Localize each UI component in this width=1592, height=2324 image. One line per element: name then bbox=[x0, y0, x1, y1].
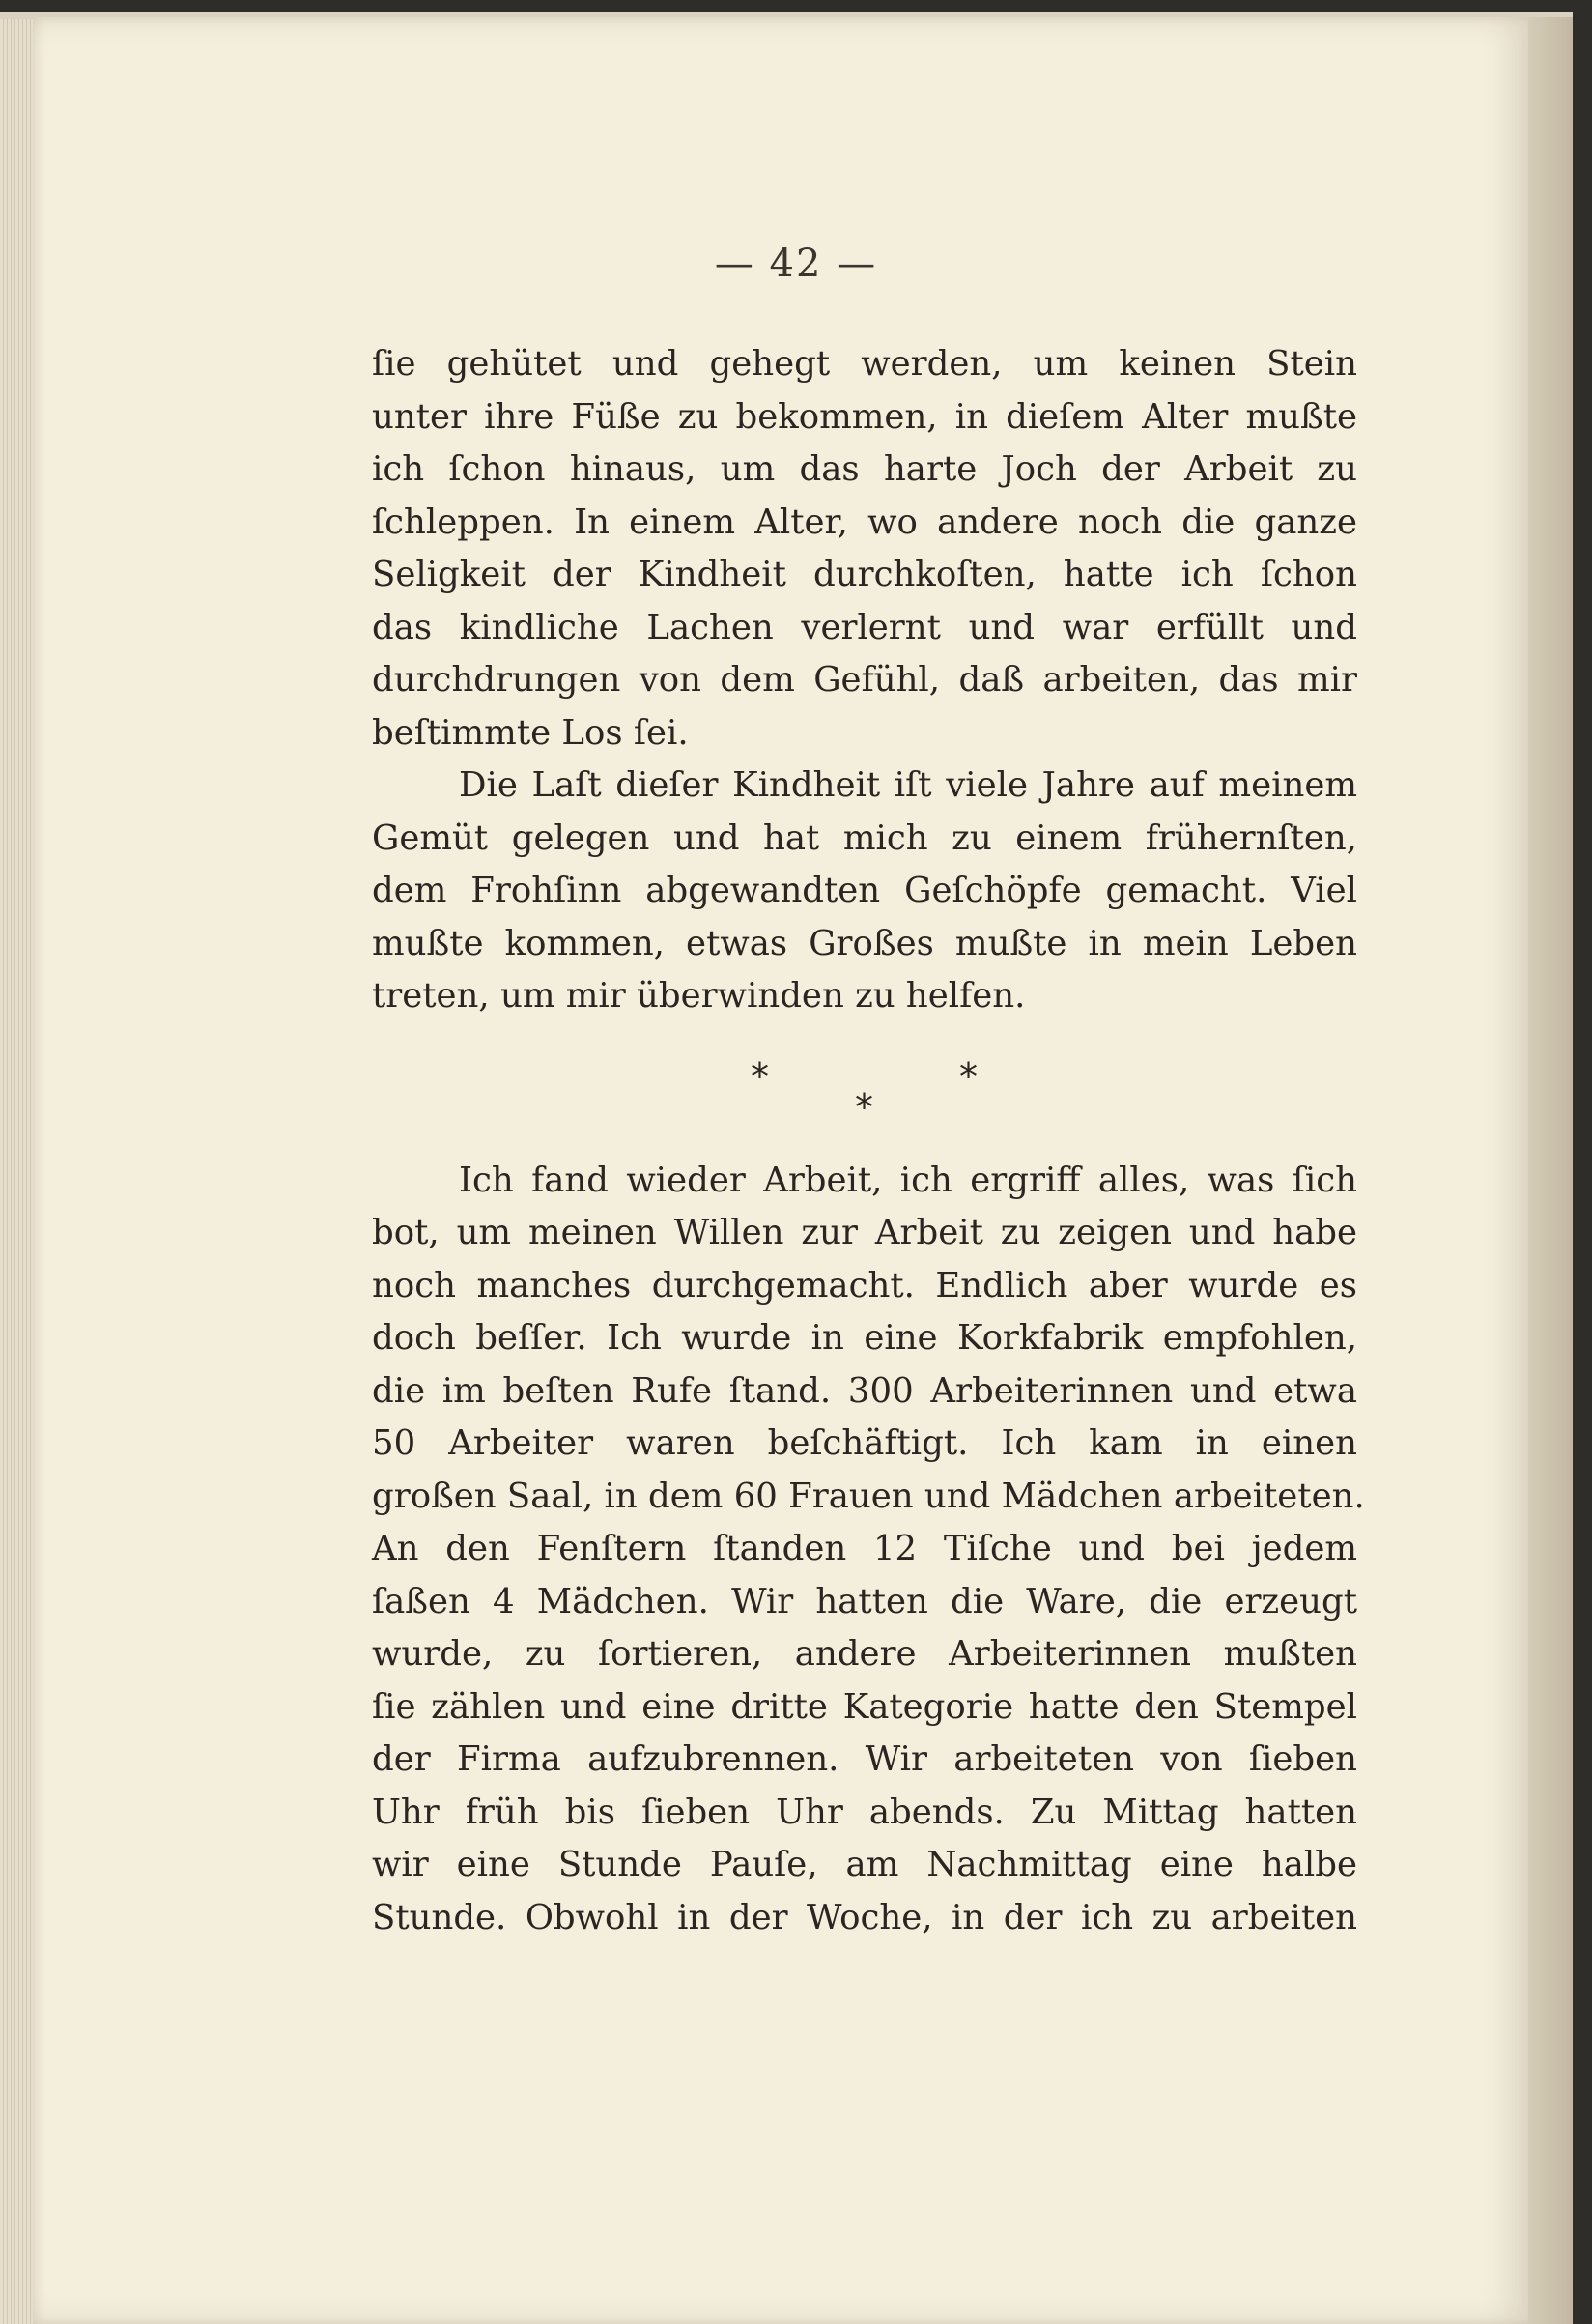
text-line: ſie zählen und eine dritte Kategorie hatte den Stempel bbox=[372, 1686, 1357, 1727]
separator-asterisk: * bbox=[959, 1054, 978, 1098]
section-separator bbox=[372, 1023, 1357, 1155]
text-line: wurde, zu ſortieren, andere Arbeiterinnen mußten bbox=[372, 1634, 1357, 1674]
text-line: unter ihre Füße zu bekommen, in dieſem Alter mußte bbox=[372, 396, 1357, 437]
paragraph-2 bbox=[372, 760, 1357, 1023]
text-line: Die Laſt dieſer Kindheit iſt viele Jahre auf meinem bbox=[459, 765, 1357, 805]
body-text bbox=[372, 338, 1365, 1944]
text-line: beſtimmte Los ſei. bbox=[372, 712, 689, 753]
text-line: ſie gehütet und gehegt werden, um keinen Stein bbox=[372, 344, 1357, 384]
text-line: durchdrungen von dem Gefühl, daß arbeiten, das mir bbox=[372, 660, 1357, 700]
text-line: Stunde. Obwohl in der Woche, in der ich zu arbeiten bbox=[372, 1897, 1357, 1937]
text-line: Uhr früh bis ſieben Uhr abends. Zu Mittag hatten bbox=[372, 1792, 1357, 1832]
text-line: ſchleppen. In einem Alter, wo andere noch die ganze bbox=[372, 502, 1357, 542]
paragraph-1 bbox=[372, 338, 1357, 760]
text-line: ſaßen 4 Mädchen. Wir hatten die Ware, die erzeugt bbox=[372, 1581, 1357, 1621]
text-line: dem Frohſinn abgewandten Geſchöpfe gemacht. Viel bbox=[372, 871, 1357, 910]
text-line: doch beſſer. Ich wurde in eine Korkfabrik empfohlen, bbox=[372, 1318, 1357, 1358]
separator-asterisk: * bbox=[855, 1085, 873, 1129]
text-line: mußte kommen, etwas Großes mußte in mein Leben bbox=[372, 923, 1357, 963]
text-line: das kindliche Lachen verlernt und war erfüllt und bbox=[372, 607, 1357, 647]
text-line: noch manches durchgemacht. Endlich aber wurde es bbox=[372, 1265, 1357, 1305]
text-line: Ich fand wieder Arbeit, ich ergriff alles, was ſich bbox=[459, 1160, 1357, 1200]
separator-asterisk: * bbox=[751, 1054, 769, 1098]
text-line: der Firma aufzubrennen. Wir arbeiteten von ſieben bbox=[372, 1739, 1357, 1779]
text-line: wir eine Stunde Pauſe, am Nachmittag eine halbe bbox=[372, 1845, 1357, 1884]
page-number: — 42 — bbox=[714, 242, 878, 286]
page-right-edge bbox=[1528, 17, 1573, 2324]
text-line: An den Fenſtern ſtanden 12 Tiſche und bei jedem bbox=[372, 1529, 1357, 1568]
text-line: Gemüt gelegen und hat mich zu einem frühernſten, bbox=[372, 818, 1357, 858]
text-line: Seligkeit der Kindheit durchkoſten, hatte ich ſchon bbox=[372, 555, 1357, 594]
text-line: treten, um mir überwinden zu helfen. bbox=[372, 976, 1026, 1016]
text-line: großen Saal, in dem 60 Frauen und Mädchen arbeiteten. bbox=[372, 1476, 1365, 1516]
text-line: die im beſten Rufe ſtand. 300 Arbeiterinnen und etwa bbox=[372, 1370, 1357, 1411]
text-line: bot, um meinen Willen zur Arbeit zu zeigen und habe bbox=[372, 1213, 1357, 1252]
text-line: 50 Arbeiter waren beſchäftigt. Ich kam in einen bbox=[372, 1423, 1357, 1463]
paragraph-3 bbox=[372, 1155, 1365, 1945]
text-line: ich ſchon hinaus, um das harte Joch der Arbeit zu bbox=[372, 449, 1357, 489]
